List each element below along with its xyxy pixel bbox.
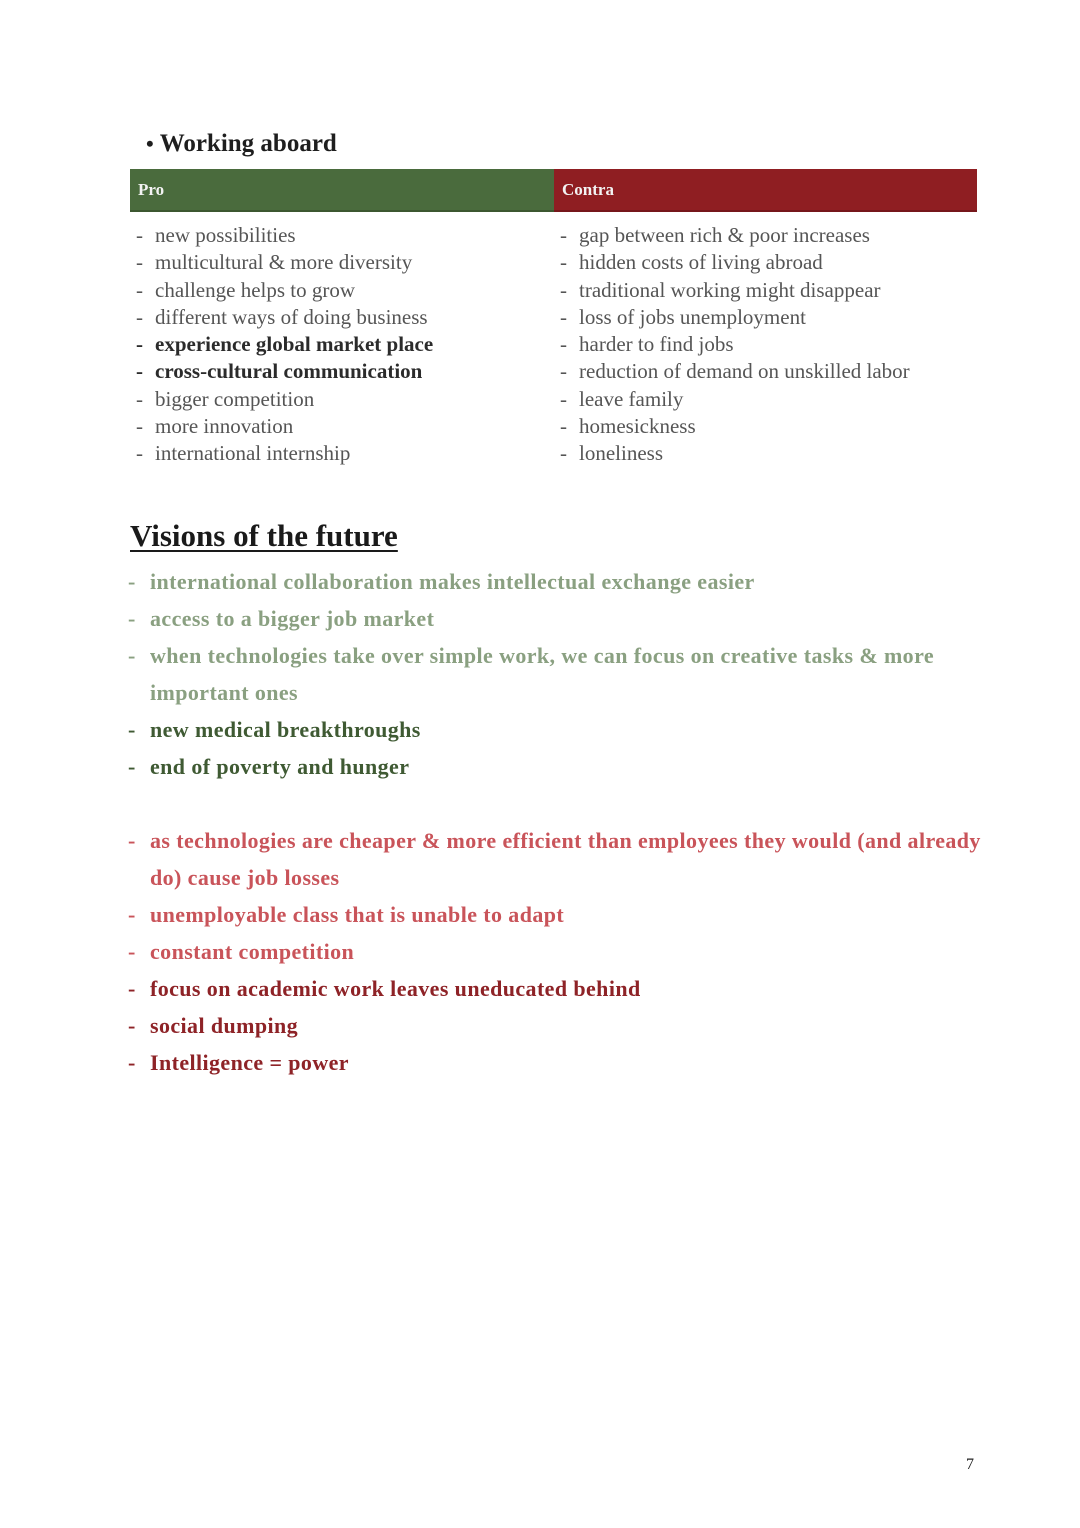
- list-item: - new possibilities: [136, 223, 296, 247]
- list-item: - gap between rich & poor increases: [560, 223, 870, 247]
- list-item: - end of poverty and hunger: [128, 754, 410, 779]
- list-item: - homesickness: [560, 414, 696, 439]
- visions-positive-list: [128, 563, 988, 785]
- list-item: - bigger competition: [136, 386, 315, 411]
- list-item: - international internship: [136, 441, 351, 466]
- list-item: - loneliness: [560, 441, 663, 466]
- list-item: - hidden costs of living abroad: [560, 250, 823, 275]
- list-item: - traditional working might disappear: [560, 277, 881, 302]
- list-item: - reduction of demand on unskilled labor: [560, 359, 910, 384]
- page-number: 7: [966, 1456, 974, 1473]
- list-item: - challenge helps to grow: [136, 277, 356, 302]
- bullet-icon: •: [146, 131, 154, 156]
- list-item: - cross-cultural communication: [136, 359, 423, 384]
- list-item: - constant competition: [128, 939, 355, 964]
- visions-negative-list: [128, 822, 988, 1081]
- contra-header: Contra: [554, 169, 977, 212]
- list-item: - multicultural & more diversity: [136, 250, 413, 275]
- list-item: - experience global market place: [136, 332, 434, 357]
- pro-contra-table-body: [136, 222, 977, 468]
- list-item: - leave family: [560, 386, 684, 411]
- section-heading-text: Working aboard: [159, 130, 337, 157]
- list-item: - when technologies take over simple work, we can focus on creative tasks & more important ones: [128, 643, 935, 705]
- section-heading: [146, 130, 337, 158]
- pro-header: Pro: [130, 169, 554, 212]
- contra-list: [560, 222, 977, 468]
- pro-list: [136, 222, 560, 468]
- list-item: - new medical breakthroughs: [128, 717, 421, 742]
- list-item: - Intelligence = power: [128, 1050, 349, 1075]
- list-item: - international collaboration makes intellectual exchange easier: [128, 569, 755, 594]
- list-item: - different ways of doing business: [136, 304, 428, 329]
- visions-title: Visions of the future: [130, 518, 398, 553]
- pro-contra-table-header: [130, 169, 977, 212]
- list-item: - as technologies are cheaper & more efficient than employees they would (and already do) cause job losses: [128, 828, 981, 890]
- list-item: - access to a bigger job market: [128, 606, 435, 631]
- list-item: - harder to find jobs: [560, 332, 734, 357]
- list-item: - loss of jobs unemployment: [560, 304, 806, 329]
- list-item: - focus on academic work leaves uneducated behind: [128, 976, 641, 1001]
- list-item: - unemployable class that is unable to adapt: [128, 902, 565, 927]
- list-item: - social dumping: [128, 1013, 299, 1038]
- list-item: - more innovation: [136, 414, 294, 439]
